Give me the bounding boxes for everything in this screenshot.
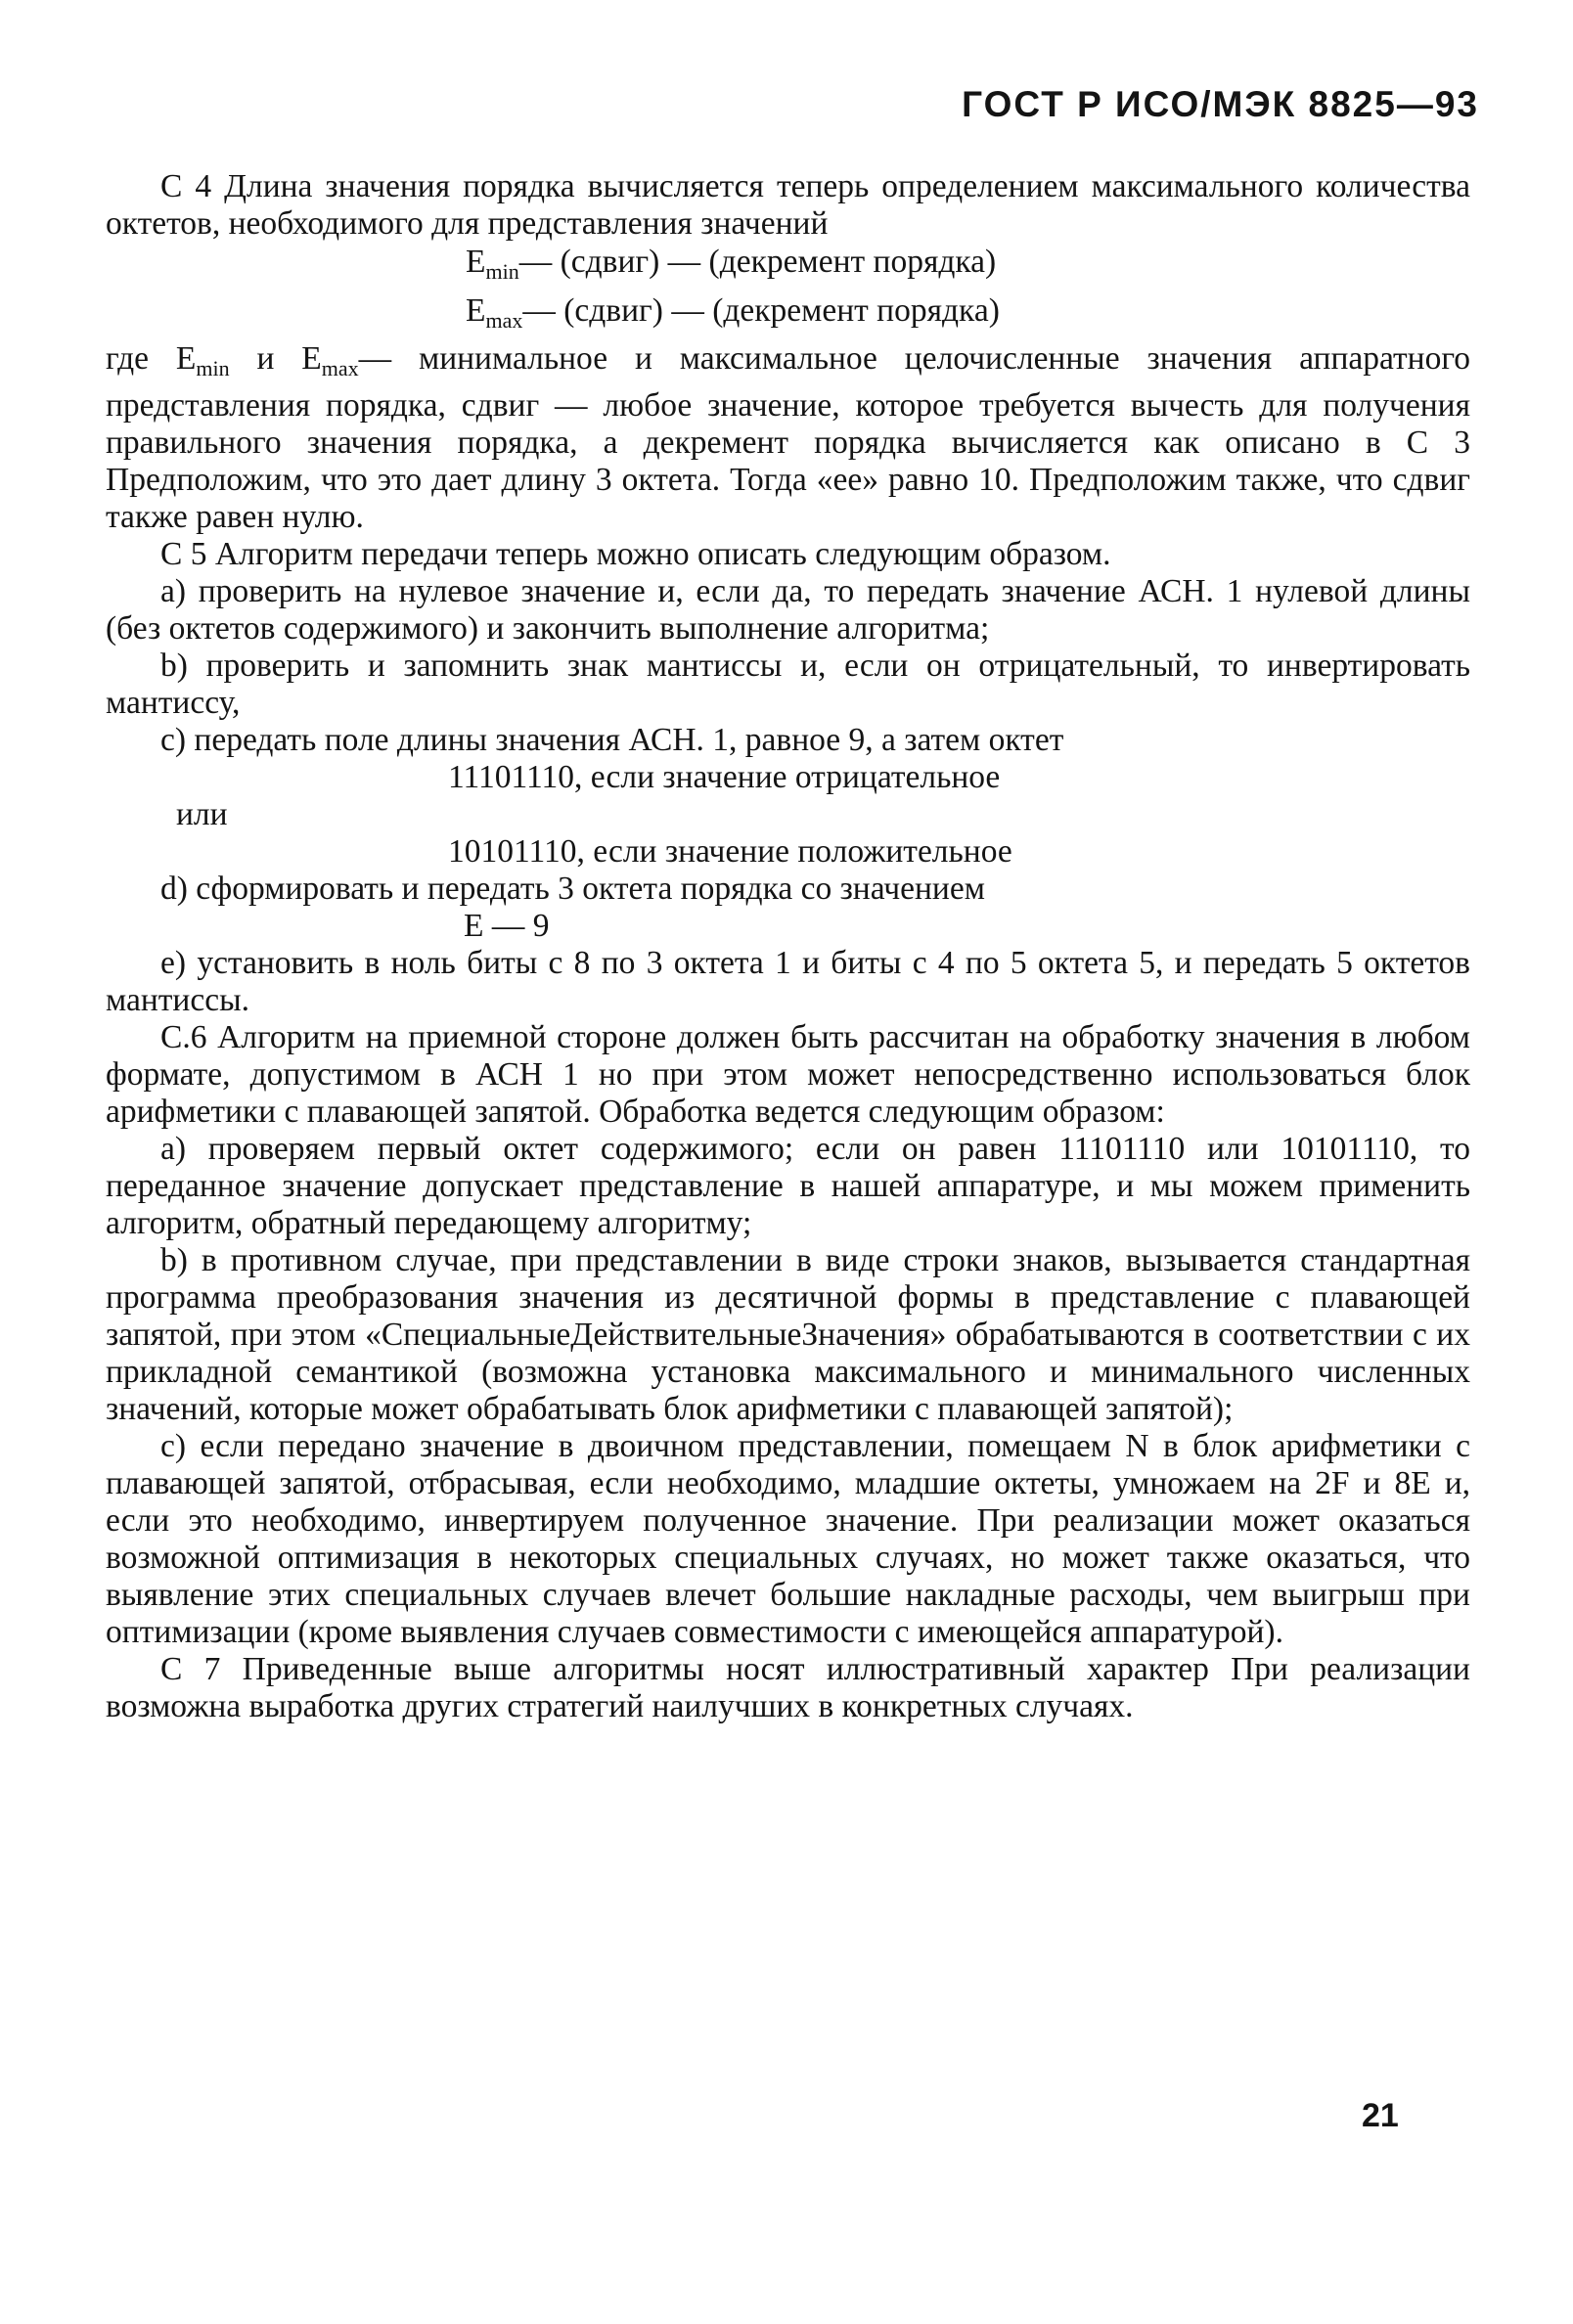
c4-text-b: и E	[229, 340, 322, 377]
formula-min	[106, 243, 1470, 291]
c4-text-c: — минимальное и максимальное целочисленные значения аппаратного представления порядка, сдвиг — любое значение, которое требуется вычесть для получения правильного значения порядка, а декремент порядка вычисляется как описано в С 3 Предположим, что это дает длину 3 октета. Тогда «ее» равно 10. Предположим также, что сдвиг также равен нулю.	[106, 340, 1470, 535]
document-header: ГОСТ Р ИСО/МЭК 8825—93	[962, 84, 1479, 124]
paragraph-c7: С 7 Приведенные выше алгоритмы носят иллюстративный характер При реализации возможна выработка других стратегий наилучших в конкретных случаях.	[106, 1651, 1470, 1724]
code-positive: 10101110, если значение положительное	[448, 833, 1012, 870]
page-number: 21	[1362, 2097, 1399, 2134]
paragraph-c6-c: с) если передано значение в двоичном представлении, помещаем N в блок арифметики с плавающей запятой, отбрасывая, если необходимо, младшие октеты, умножаем на 2F и 8E и, если это необходимо, инвертируем полученное значение. При реализации может оказаться возможной оптимизация в некоторых специальных случаях, но может также оказаться, что выявление этих специальных случаев влечет большие накладные расходы, чем выигрыш при оптимизации (кроме выявления случаев совместимости с имеющейся аппаратурой).	[106, 1428, 1470, 1650]
formula-min-rest: — (сдвиг) — (декремент порядка)	[518, 244, 997, 280]
or-label: или	[176, 796, 228, 832]
formula-max-sub: max	[485, 308, 523, 333]
paragraph-c6-b: b) в противном случае, при представлении в виде строки знаков, вызывается стандартная программа преобразования значения из десятичной формы в представление с плавающей запятой, при этом «СпециальныеДействительныеЗначения» обрабатываются в соответствии с их прикладной семантикой (возможна установка максимального и минимального численных значений, которые может обрабатывать блок арифметики с плавающей запятой);	[106, 1242, 1470, 1427]
c4-sub-max: max	[321, 356, 359, 380]
paragraph-c4: С 4 Длина значения порядка вычисляется теперь определением максимального количества октетов, необходимого для представления значений	[106, 168, 1470, 242]
paragraph-c5-a: а) проверить на нулевое значение и, если да, то передать значение АСН. 1 нулевой длины (без октетов содержимого) и закончить выполнение алгоритма;	[106, 573, 1470, 647]
formula-max	[106, 291, 1470, 340]
document-body	[106, 168, 1470, 1725]
paragraph-c6-a: а) проверяем первый октет содержимого; если он равен 11101110 или 10101110, то переданное значение допускает представление в нашей аппаратуре, и мы можем применить алгоритм, обратный передающему алгоритму;	[106, 1131, 1470, 1241]
expression-e-minus-9: E — 9	[464, 908, 550, 944]
formula-min-base: E	[466, 244, 486, 280]
paragraph-c5-title: С 5 Алгоритм передачи теперь можно описать следующим образом.	[160, 536, 1111, 572]
paragraph-c5-b: b) проверить и запомнить знак мантиссы и, если он отрицательный, то инвертировать мантиссу,	[106, 648, 1470, 721]
code-negative: 11101110, если значение отрицательное	[448, 759, 1001, 795]
c4-text-a: где E	[106, 340, 197, 377]
paragraph-c6-intro: С.6 Алгоритм на приемной стороне должен быть рассчитан на обработку значения в любом формате, допустимом в АСН 1 но при этом может непосредственно использоваться блок арифметики с плавающей запятой. Обработка ведется следующим образом:	[106, 1019, 1470, 1130]
formula-max-rest: — (сдвиг) — (декремент порядка)	[522, 292, 1000, 329]
paragraph-c5-d: d) сформировать и передать 3 октета порядка со значением	[160, 871, 985, 907]
formula-min-sub: min	[485, 259, 519, 284]
c4-sub-min: min	[196, 356, 230, 380]
paragraph-c5-e: е) установить в ноль биты с 8 по 3 октета 1 и биты с 4 по 5 октета 5, и передать 5 октетов мантиссы.	[106, 945, 1470, 1018]
formula-max-base: E	[466, 292, 486, 329]
paragraph-c4-definitions	[106, 340, 1470, 536]
paragraph-c5-c: с) передать поле длины значения АСН. 1, равное 9, а затем октет	[160, 722, 1064, 758]
